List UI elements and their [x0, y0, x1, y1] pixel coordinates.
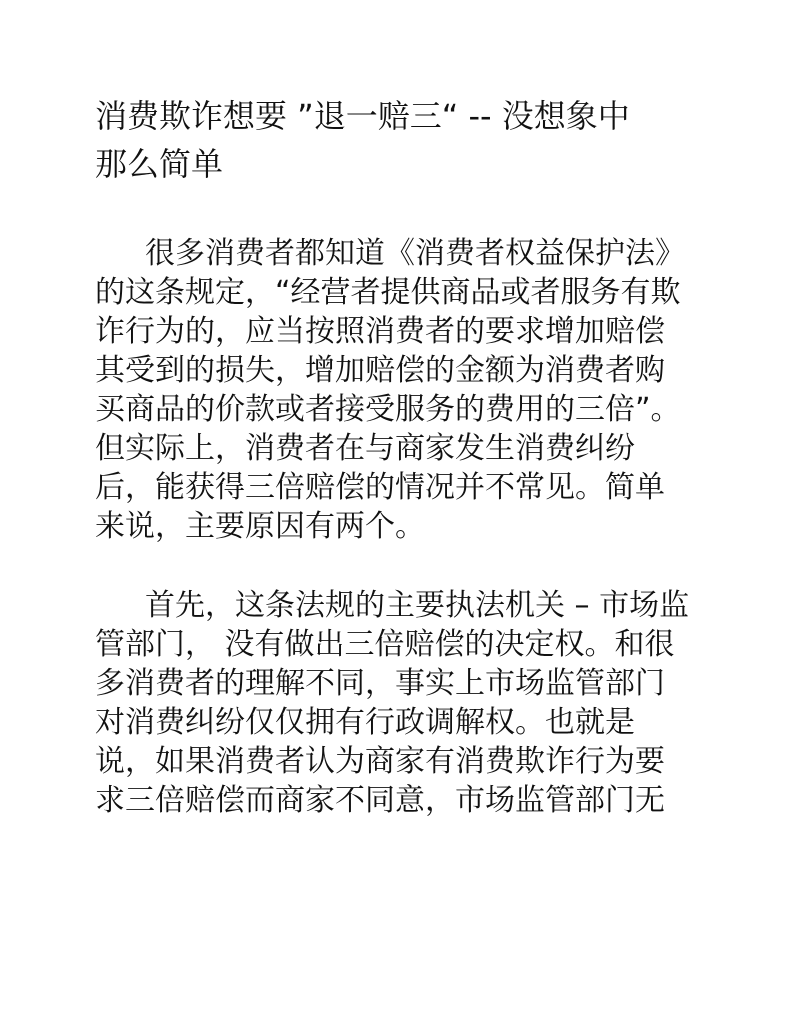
paragraph-line: 说，如果消费者认为商家有消费欺诈行为要: [95, 744, 665, 779]
paragraph-line: 管部门， 没有做出三倍赔偿的决定权。和很: [95, 627, 675, 662]
paragraph-line: 买商品的价款或者接受服务的费用的三倍”。: [95, 392, 681, 427]
paragraph-line: 来说，主要原因有两个。: [95, 509, 425, 544]
paragraph-line: 首先，这条法规的主要执法机关 – 市场监: [145, 588, 690, 623]
paragraph-1: [95, 234, 710, 546]
paragraph-line: 对消费纠纷仅仅拥有行政调解权。也就是: [95, 705, 635, 740]
title-line: 那么简单: [95, 145, 224, 183]
paragraph-line: 但实际上，消费者在与商家发生消费纠纷: [95, 431, 635, 466]
article-title: [95, 92, 710, 188]
paragraph-line: 其受到的损失，增加赔偿的金额为消费者购: [95, 353, 665, 388]
paragraph-line: 后，能获得三倍赔偿的情况并不常见。简单: [95, 470, 665, 505]
paragraph-line: 多消费者的理解不同，事实上市场监管部门: [95, 666, 665, 701]
document-page: [95, 92, 710, 820]
paragraph-line: 的这条规定，“经营者提供商品或者服务有欺: [95, 275, 681, 310]
paragraph-line: 求三倍赔偿而商家不同意，市场监管部门无: [95, 783, 665, 818]
paragraph-line: 很多消费者都知道《消费者权益保护法》: [145, 236, 685, 271]
paragraph-line: 诈行为的，应当按照消费者的要求增加赔偿: [95, 314, 665, 349]
title-line: 消费欺诈想要 ”退一赔三“ -- 没想象中: [95, 97, 630, 135]
paragraph-2: [95, 586, 710, 820]
